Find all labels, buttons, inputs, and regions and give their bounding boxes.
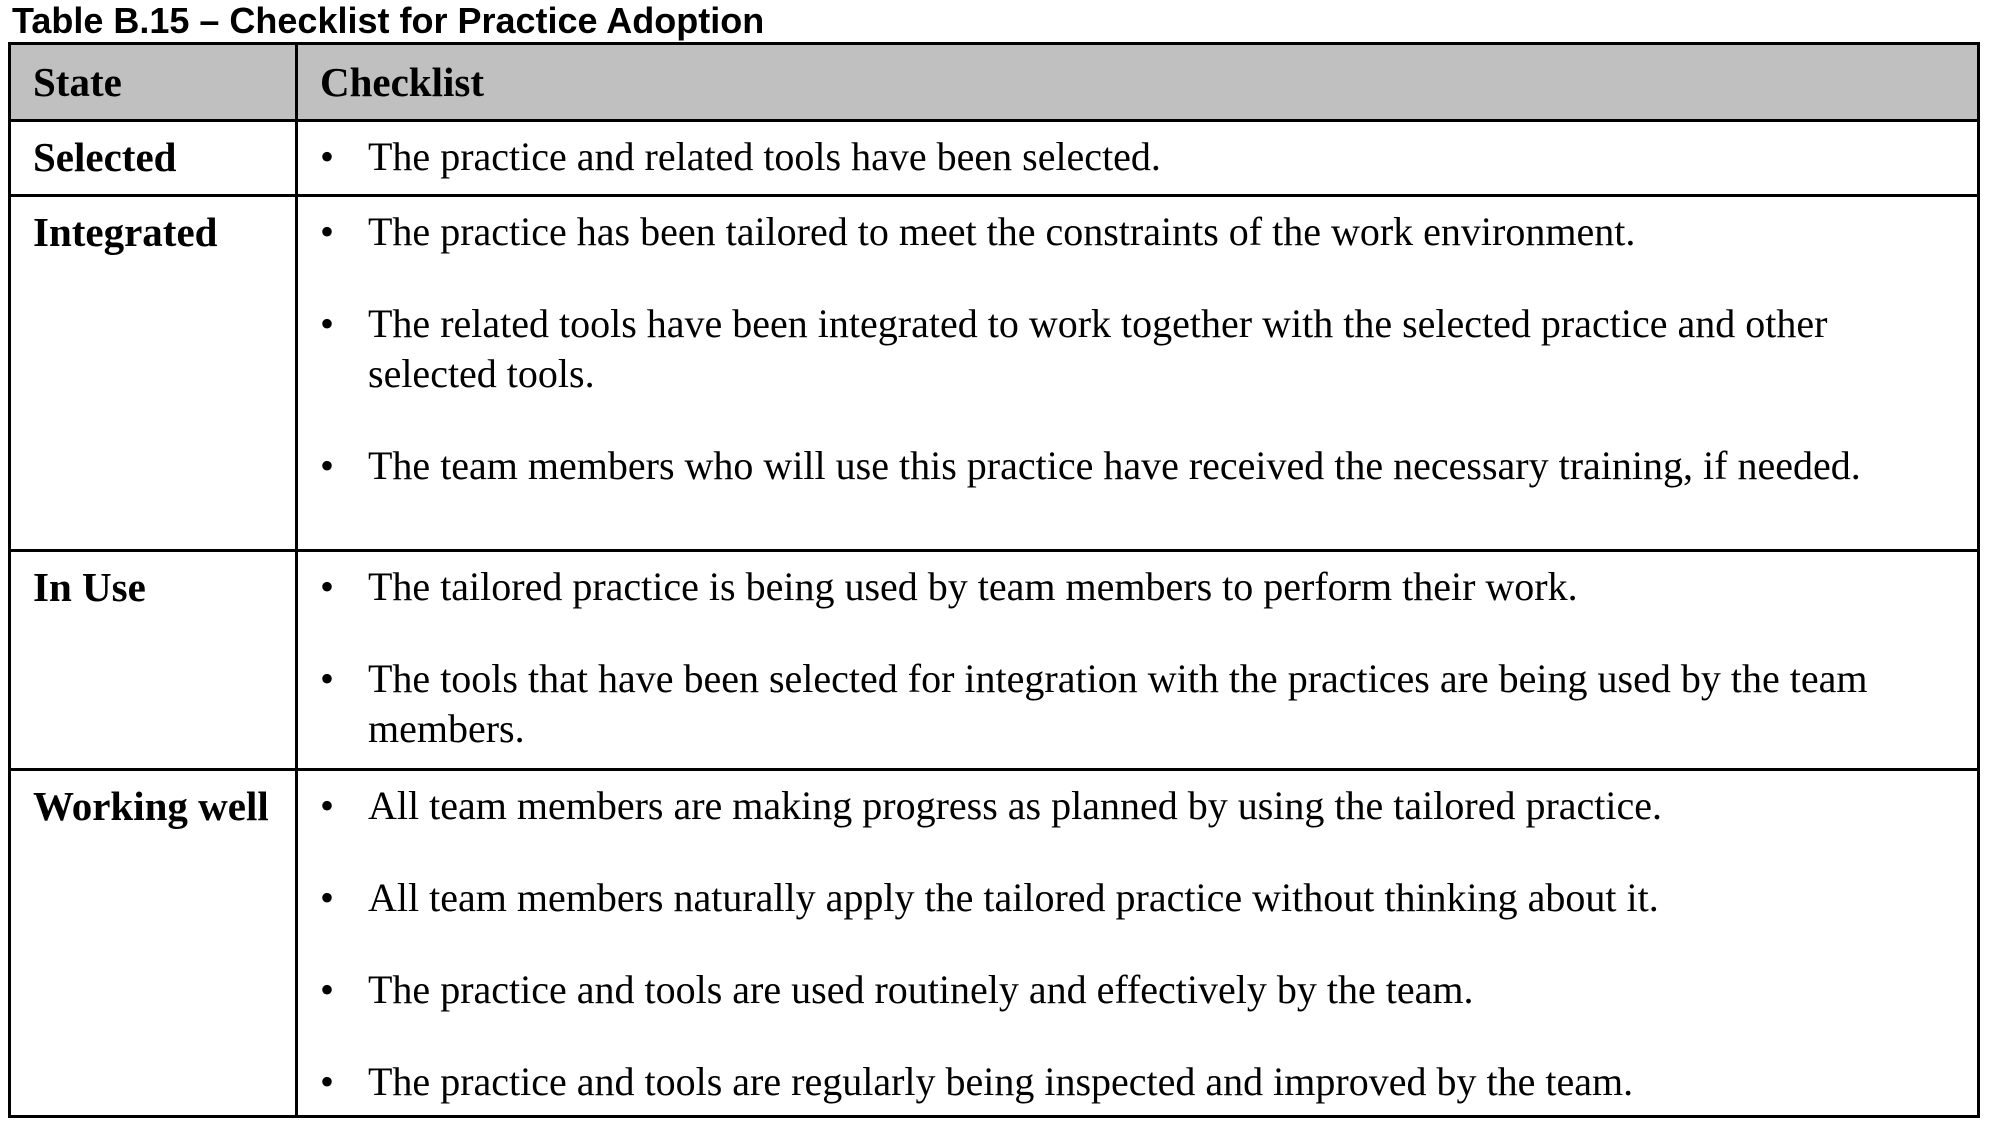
checklist-item: • The practice and tools are regularly being inspected and improved by the team. bbox=[320, 1057, 1957, 1107]
checklist-column-header: Checklist bbox=[297, 44, 1979, 121]
checklist-item: • The team members who will use this practice have received the necessary training, if needed. bbox=[320, 441, 1957, 491]
checklist-cell bbox=[297, 770, 1979, 1117]
checklist-item: • The practice and related tools have been selected. bbox=[320, 132, 1957, 182]
state-cell: In Use bbox=[10, 551, 297, 770]
state-column-header: State bbox=[10, 44, 297, 121]
table-row bbox=[10, 121, 1979, 196]
state-cell: Working well bbox=[10, 770, 297, 1117]
checklist-item: • The related tools have been integrated to work together with the selected practice and other selected tools. bbox=[320, 299, 1957, 399]
checklist-items bbox=[320, 207, 1957, 491]
checklist-item: • The tailored practice is being used by team members to perform their work. bbox=[320, 562, 1957, 612]
checklist-items bbox=[320, 562, 1957, 754]
checklist-cell bbox=[297, 196, 1979, 551]
state-cell: Selected bbox=[10, 121, 297, 196]
checklist-item: • The tools that have been selected for integration with the practices are being used by the team members. bbox=[320, 654, 1957, 754]
table-row bbox=[10, 551, 1979, 770]
table-row bbox=[10, 770, 1979, 1117]
checklist-cell bbox=[297, 121, 1979, 196]
table-row bbox=[10, 196, 1979, 551]
checklist-item: • All team members are making progress as planned by using the tailored practice. bbox=[320, 781, 1957, 831]
checklist-cell bbox=[297, 551, 1979, 770]
table-header-row bbox=[10, 44, 1979, 121]
checklist-items bbox=[320, 132, 1957, 182]
table-caption: Table B.15 – Checklist for Practice Adoption bbox=[12, 0, 765, 41]
checklist-item: • All team members naturally apply the tailored practice without thinking about it. bbox=[320, 873, 1957, 923]
checklist-items bbox=[320, 781, 1957, 1107]
state-cell: Integrated bbox=[10, 196, 297, 551]
practice-adoption-checklist-table bbox=[8, 42, 1980, 1118]
checklist-item: • The practice and tools are used routinely and effectively by the team. bbox=[320, 965, 1957, 1015]
checklist-item: • The practice has been tailored to meet the constraints of the work environment. bbox=[320, 207, 1957, 257]
